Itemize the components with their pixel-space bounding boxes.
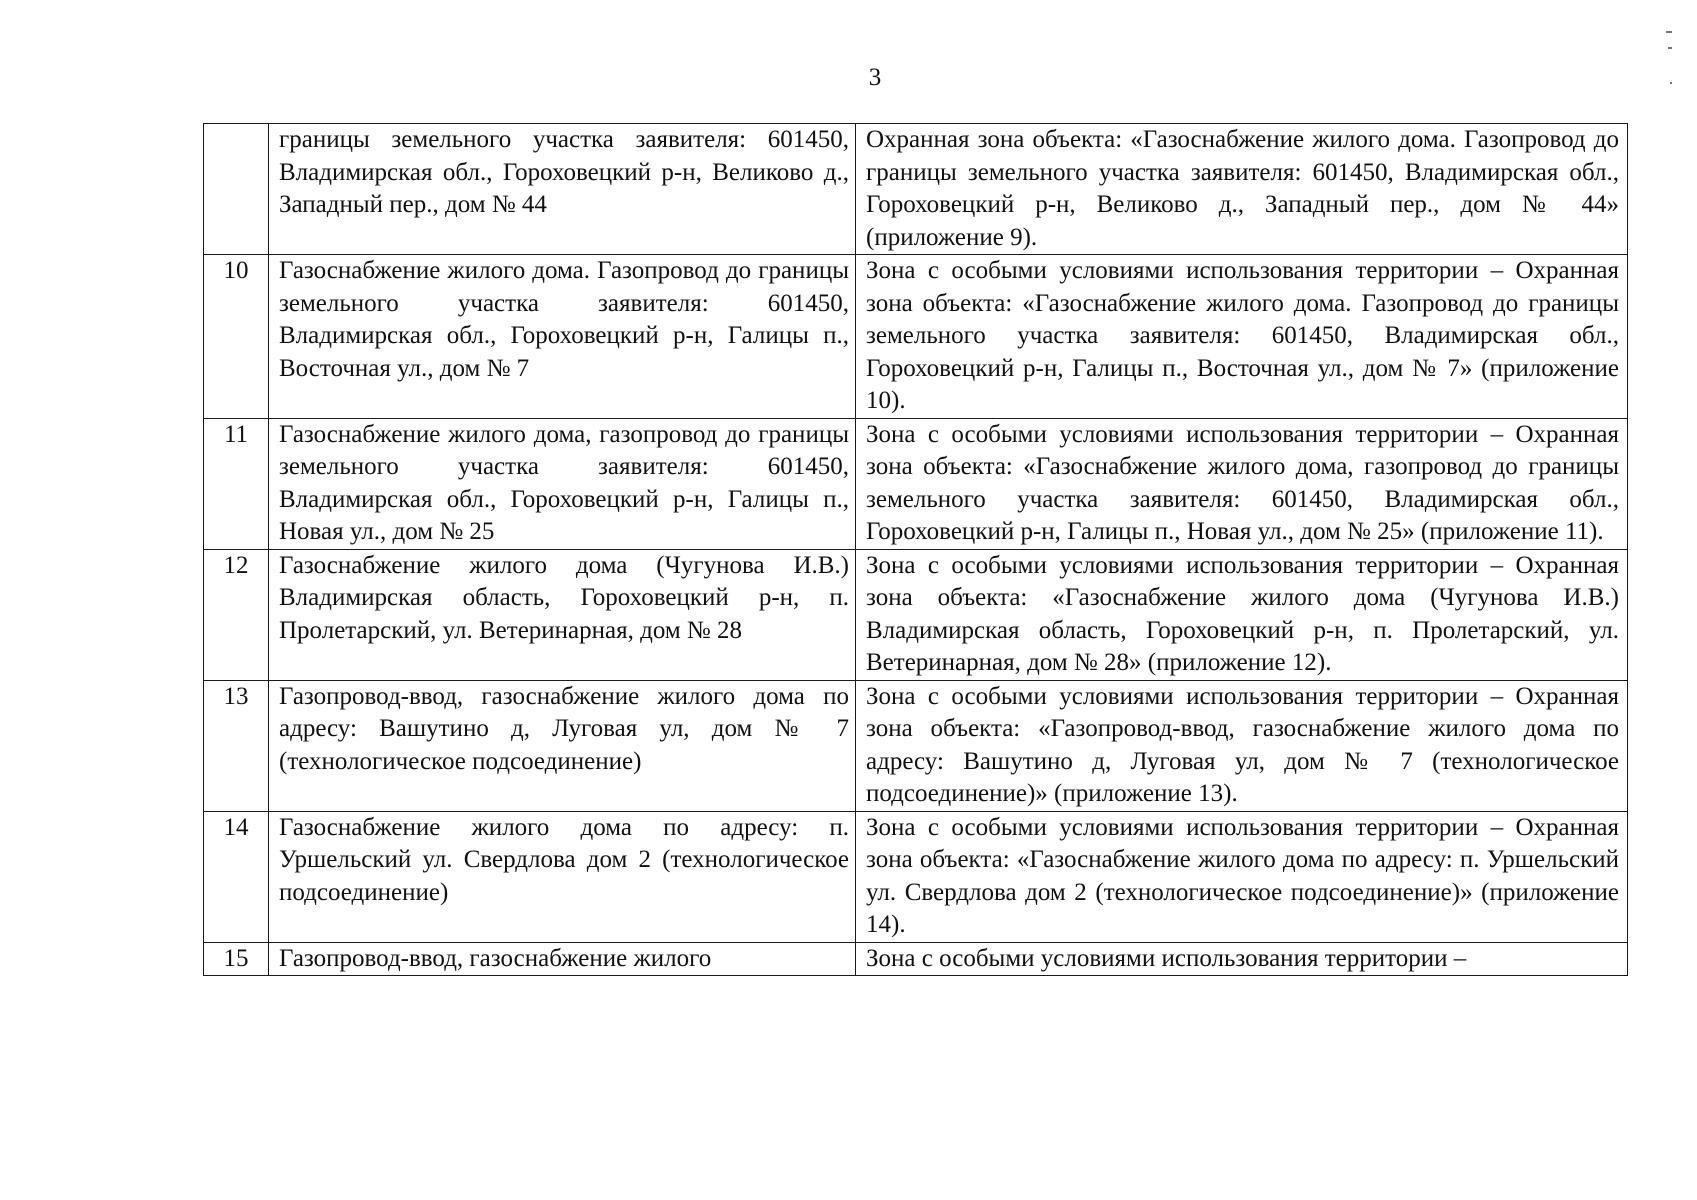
object-description: границы земельного участка заявителя: 601450, Владимирская обл., Гороховецкий р-н, Великово д., Западный пер., дом № 44 (269, 124, 856, 255)
object-description: Газоснабжение жилого дома, газопровод до границы земельного участка заявителя: 601450, Владимирская обл., Гороховецкий р-н, Галицы п., Новая ул., дом № 25 (269, 418, 856, 549)
row-number: 15 (204, 942, 269, 976)
row-number: 12 (204, 549, 269, 680)
scan-artifact (1666, 31, 1672, 33)
object-description: Газопровод-ввод, газоснабжение жилого дома по адресу: Вашутино д, Луговая ул, дом № 7 (технологическое подсоединение) (269, 680, 856, 811)
row-number: 11 (204, 418, 269, 549)
table-row (204, 124, 1628, 255)
row-number: 14 (204, 811, 269, 942)
table-row (204, 680, 1628, 811)
row-number (204, 124, 269, 255)
table-row (204, 942, 1628, 976)
scan-artifact (1670, 82, 1672, 84)
table-row (204, 549, 1628, 680)
zone-description: Охранная зона объекта: «Газоснабжение жилого дома. Газопровод до границы земельного участка заявителя: 601450, Владимирская обл., Гороховецкий р-н, Великово д., Западный пер., дом № 44» (приложение 9). (856, 124, 1628, 255)
zone-description: Зона с особыми условиями использования территории – Охранная зона объекта: «Газоснабжение жилого дома по адресу: п. Уршельский ул. Свердлова дом 2 (технологическое подсоединение)» (приложение 14). (856, 811, 1628, 942)
row-number: 10 (204, 255, 269, 419)
scan-artifact (1668, 47, 1672, 49)
object-description: Газоснабжение жилого дома. Газопровод до границы земельного участка заявителя: 601450, Владимирская обл., Гороховецкий р-н, Галицы п., Восточная ул., дом № 7 (269, 255, 856, 419)
object-description: Газоснабжение жилого дома по адресу: п. Уршельский ул. Свердлова дом 2 (технологическое подсоединение) (269, 811, 856, 942)
zone-description: Зона с особыми условиями использования территории – Охранная зона объекта: «Газопровод-ввод, газоснабжение жилого дома по адресу: Вашутино д, Луговая ул, дом № 7 (технологическое подсоединение)» (приложение 13). (856, 680, 1628, 811)
object-description: Газоснабжение жилого дома (Чугунова И.В.) Владимирская область, Гороховецкий р-н, п. Пролетарский, ул. Ветеринарная, дом № 28 (269, 549, 856, 680)
table-row (204, 811, 1628, 942)
table-row (204, 255, 1628, 419)
zone-description: Зона с особыми условиями использования территории – Охранная зона объекта: «Газоснабжение жилого дома. Газопровод до границы земельного участка заявителя: 601450, Владимирская обл., Гороховецкий р-н, Галицы п., Восточная ул., дом № 7» (приложение 10). (856, 255, 1628, 419)
table-row (204, 418, 1628, 549)
zone-description: Зона с особыми условиями использования территории – Охранная зона объекта: «Газоснабжение жилого дома (Чугунова И.В.) Владимирская область, Гороховецкий р-н, п. Пролетарский, ул. Ветеринарная, дом № 28» (приложение 12). (856, 549, 1628, 680)
page-number: 3 (868, 64, 882, 91)
zone-description: Зона с особыми условиями использования территории – (856, 942, 1628, 976)
zone-description: Зона с особыми условиями использования территории – Охранная зона объекта: «Газоснабжение жилого дома, газопровод до границы земельного участка заявителя: 601450, Владимирская обл., Гороховецкий р-н, Галицы п., Новая ул., дом № 25» (приложение 11). (856, 418, 1628, 549)
zones-table (203, 123, 1628, 976)
object-description: Газопровод-ввод, газоснабжение жилого (269, 942, 856, 976)
row-number: 13 (204, 680, 269, 811)
